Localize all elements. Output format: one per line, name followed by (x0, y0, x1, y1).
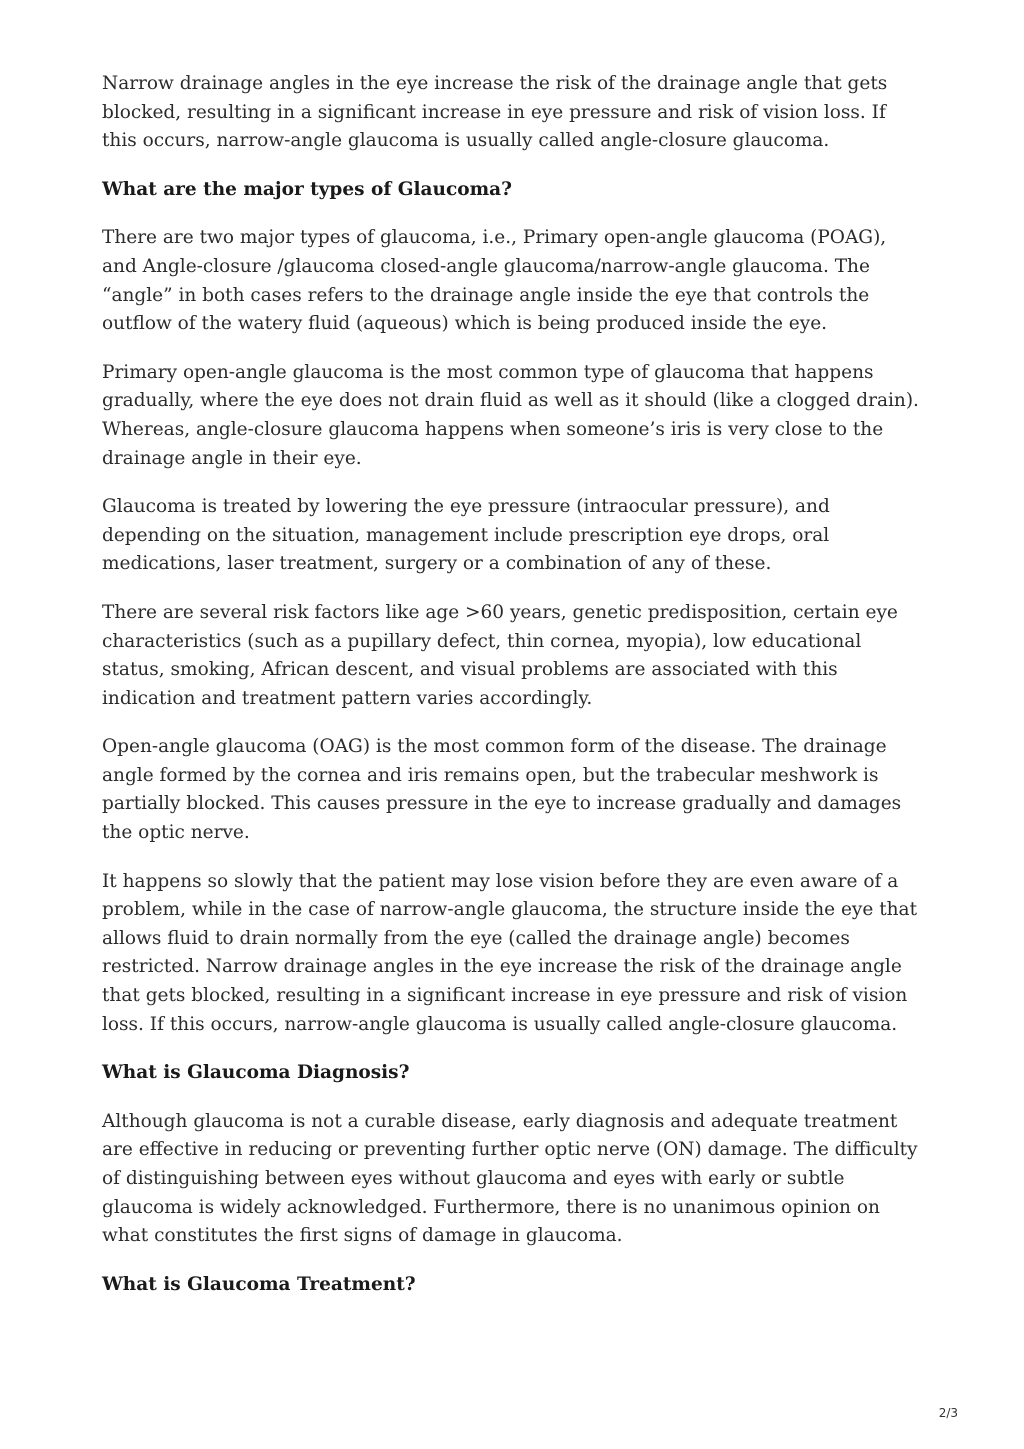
paragraph-two-major-types: There are two major types of glaucoma, i.e., Primary open-angle glaucoma (POAG), and Angle-closure /glaucoma closed-angle glaucoma/narrow-angle glaucoma. The “angle” in both cases refers to the drainage angle inside the eye that controls the outflow of the watery fluid (aqueous) which is being produced inside the eye. (102, 227, 887, 335)
paragraph-oag-description: Open-angle glaucoma (OAG) is the most common form of the disease. The drainage angle formed by the cornea and iris remains open, but the trabecular meshwork is partially blocked. This causes pressure in the eye to increase gradually and damages the optic nerve. (102, 736, 902, 844)
paragraph-intro-continued: Narrow drainage angles in the eye increase the risk of the drainage angle that gets blocked, resulting in a significant increase in eye pressure and risk of vision loss. If this occurs, narrow-angle glaucoma is usually called angle-closure glaucoma. (102, 73, 888, 152)
paragraph-treatment-overview: Glaucoma is treated by lowering the eye pressure (intraocular pressure), and depending on the situation, management include prescription eye drops, oral medications, laser treatment, surgery or a combination of any of these. (102, 496, 830, 575)
paragraph-slow-progression: It happens so slowly that the patient may lose vision before they are even aware of a problem, while in the case of narrow-angle glaucoma, the structure inside the eye that allows fluid to drain normally from the eye (called the drainage angle) becomes restricted. Narrow drainage angles in the eye increase the risk of the drainage angle that gets blocked, resulting in a significant increase in eye pressure and risk of vision loss. If this occurs, narrow-angle glaucoma is usually called angle-closure glaucoma. (102, 870, 918, 1035)
heading-diagnosis: What is Glaucoma Diagnosis? (102, 1062, 410, 1084)
heading-major-types: What are the major types of Glaucoma? (102, 178, 512, 200)
page-number: 2/3 (938, 1406, 958, 1420)
paragraph-poag-description: Primary open-angle glaucoma is the most common type of glaucoma that happens gradually, where the eye does not drain fluid as well as it should (like a clogged drain). Whereas, angle-closure glaucoma happens when someone’s iris is very close to the drainage angle in their eye. (102, 361, 919, 469)
paragraph-risk-factors: There are several risk factors like age >60 years, genetic predisposition, certain eye characteristics (such as a pupillary defect, thin cornea, myopia), low educational status, smoking, African descent, and visual problems are associated with this indication and treatment pattern varies accordingly. (102, 601, 898, 709)
paragraph-diagnosis: Although glaucoma is not a curable disease, early diagnosis and adequate treatment are effective in reducing or preventing further optic nerve (ON) damage. The difficulty of distinguishing between eyes without glaucoma and eyes with early or subtle glaucoma is widely acknowledged. Furthermore, there is no unanimous opinion on what constitutes the first signs of damage in glaucoma. (102, 1110, 918, 1247)
document-body (102, 70, 922, 1319)
heading-treatment: What is Glaucoma Treatment? (102, 1273, 416, 1295)
